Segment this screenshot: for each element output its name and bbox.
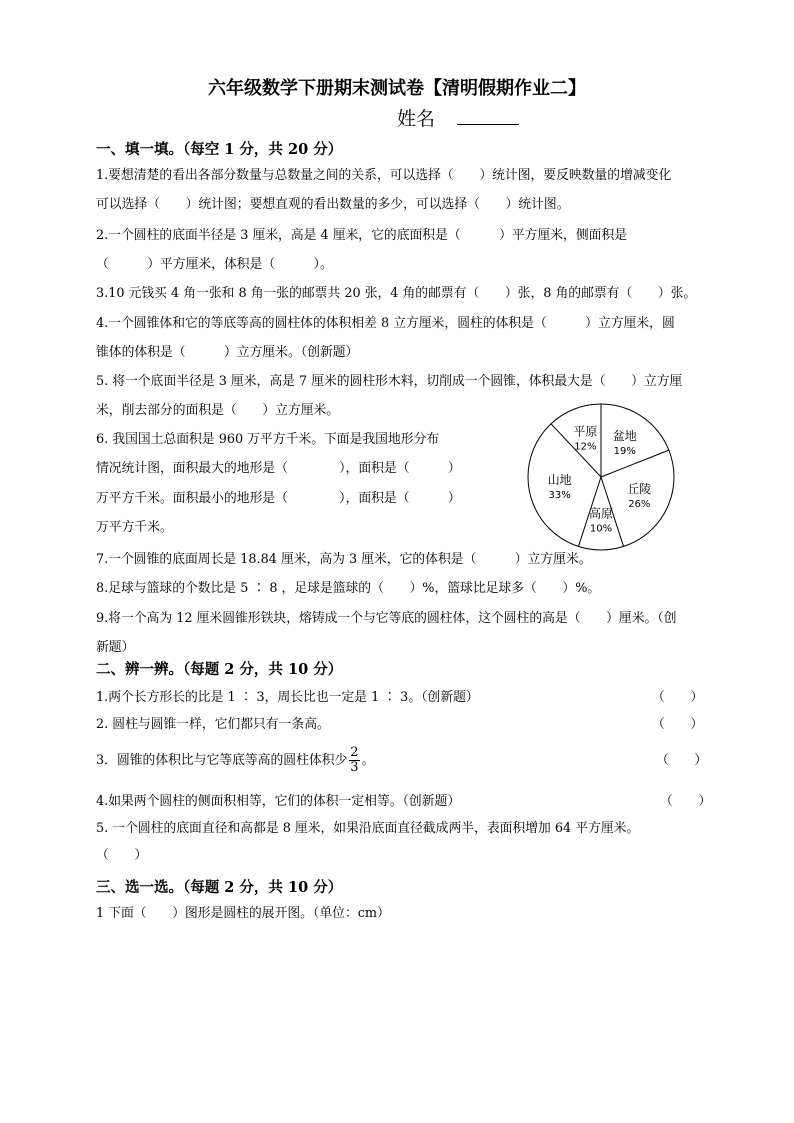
name-field-line bbox=[397, 104, 519, 131]
pie-slice-value: 10% bbox=[589, 523, 613, 535]
s2-answer-paren-5[interactable]: （ ） bbox=[96, 848, 148, 863]
name-label: 姓名 bbox=[397, 108, 436, 130]
s2-item-4: 4.如果两个圆柱的侧面积相等，它们的体积一定相等。（创新题） bbox=[96, 794, 461, 809]
s2-answer-paren-3[interactable]: （ ） bbox=[656, 753, 708, 768]
pie-slice-value: 19% bbox=[613, 445, 636, 457]
two-thirds-fraction bbox=[349, 746, 359, 775]
pie-slice-label: 丘陵 bbox=[627, 482, 652, 497]
pie-slice-label: 高原 bbox=[588, 506, 614, 521]
s1-line: 情况统计图，面积最大的地形是（ ），面积是（ ） bbox=[96, 461, 461, 476]
s1-line: 7.一个圆锥的底面周长是 18.84 厘米，高为 3 厘米，它的体积是（ ）立方厘米。 bbox=[96, 552, 592, 567]
pie-slice-label: 盆地 bbox=[612, 428, 637, 443]
s2-item-2: 2. 圆柱与圆锥一样，它们都只有一条高。 bbox=[96, 717, 330, 732]
page-title: 六年级数学下册期末测试卷【清明假期作业二】 bbox=[208, 78, 586, 99]
fraction-denominator: 3 bbox=[350, 760, 359, 775]
s1-line: 万平方千米。 bbox=[96, 520, 173, 535]
s1-line: 8.足球与篮球的个数比是 5 ∶ 8 ，足球是篮球的（ ）%，篮球比足球多（ ）%。 bbox=[96, 581, 601, 596]
s2-item-5: 5. 一个圆柱的底面直径和高都是 8 厘米，如果沿底面直径截成两半，表面积增加 64 平方厘米。 bbox=[96, 821, 640, 836]
s2-item-1: 1.两个长方形长的比是 1 ∶ 3，周长比也一定是 1 ∶ 3。（创新题） bbox=[96, 690, 479, 705]
s2-answer-paren-4[interactable]: （ ） bbox=[660, 794, 712, 809]
section3-heading: 三、选一选。（每题 2 分，共 10 分） bbox=[96, 879, 343, 896]
s2-item-3 bbox=[96, 743, 374, 779]
s1-line: 米，削去部分的面积是（ ）立方厘米。 bbox=[96, 403, 340, 418]
s1-line: （ ）平方厘米，体积是（ ）。 bbox=[96, 257, 333, 272]
pie-slice-label: 山地 bbox=[547, 473, 572, 488]
s1-line: 9.将一个高为 12 厘米圆锥形铁块，熔铸成一个与它等底的圆柱体，这个圆柱的高是（ ）厘米。（创 bbox=[96, 611, 677, 626]
s2-answer-paren-2[interactable]: （ ） bbox=[652, 717, 704, 732]
s1-line: 可以选择（ ）统计图；要想直观的看出数量的多少，可以选择（ ）统计图。 bbox=[96, 197, 570, 212]
s2-item-3-tail: 。 bbox=[361, 753, 375, 768]
s1-line: 1.要想清楚的看出各部分数量与总数量之间的关系，可以选择（ ）统计图，要反映数量的增减变化 bbox=[96, 168, 672, 183]
s1-line: 锥体的体积是（ ）立方厘米。（创新题） bbox=[96, 345, 359, 360]
pie-slice-value: 12% bbox=[574, 441, 597, 453]
s1-line: 新题） bbox=[96, 640, 135, 655]
s2-answer-paren-1[interactable]: （ ） bbox=[652, 690, 704, 705]
s3-line: 1 下面（ ）图形是圆柱的展开图。（单位：cm） bbox=[96, 906, 390, 921]
section2-heading: 二、辨一辨。（每题 2 分，共 10 分） bbox=[96, 661, 343, 678]
pie-slice-label: 平原 bbox=[573, 424, 598, 439]
s2-item-3-text: 3．圆锥的体积比与它等底等高的圆柱体积少 bbox=[96, 753, 348, 768]
s1-line: 4.一个圆锥体和它的等底等高的圆柱体的体积相差 8 立方厘米，圆柱的体积是（ ）立方厘米，圆 bbox=[96, 316, 675, 331]
pie-slice-value: 33% bbox=[548, 490, 571, 502]
s1-line: 6. 我国国土总面积是 960 万平方千米。下面是我国地形分布 bbox=[96, 432, 440, 447]
s1-line: 5. 将一个底面半径是 3 厘米，高是 7 厘米的圆柱形木料，切削成一个圆锥，体积最大是（ ）立方厘 bbox=[96, 374, 683, 389]
section1-heading: 一、填一填。（每空 1 分，共 20 分） bbox=[96, 141, 343, 158]
s1-line: 3.10 元钱买 4 角一张和 8 角一张的邮票共 20 张，4 角的邮票有（ ）张，8 角的邮票有（ ）张。 bbox=[96, 286, 697, 301]
terrain-pie-chart bbox=[523, 402, 693, 552]
name-blank[interactable] bbox=[457, 106, 519, 125]
pie-slice-value: 26% bbox=[628, 499, 651, 511]
s1-line: 万平方千米。面积最小的地形是（ ），面积是（ ） bbox=[96, 491, 461, 506]
s1-line: 2.一个圆柱的底面半径是 3 厘米，高是 4 厘米，它的底面积是（ ）平方厘米，侧面积是 bbox=[96, 228, 628, 243]
fraction-numerator: 2 bbox=[350, 745, 359, 760]
